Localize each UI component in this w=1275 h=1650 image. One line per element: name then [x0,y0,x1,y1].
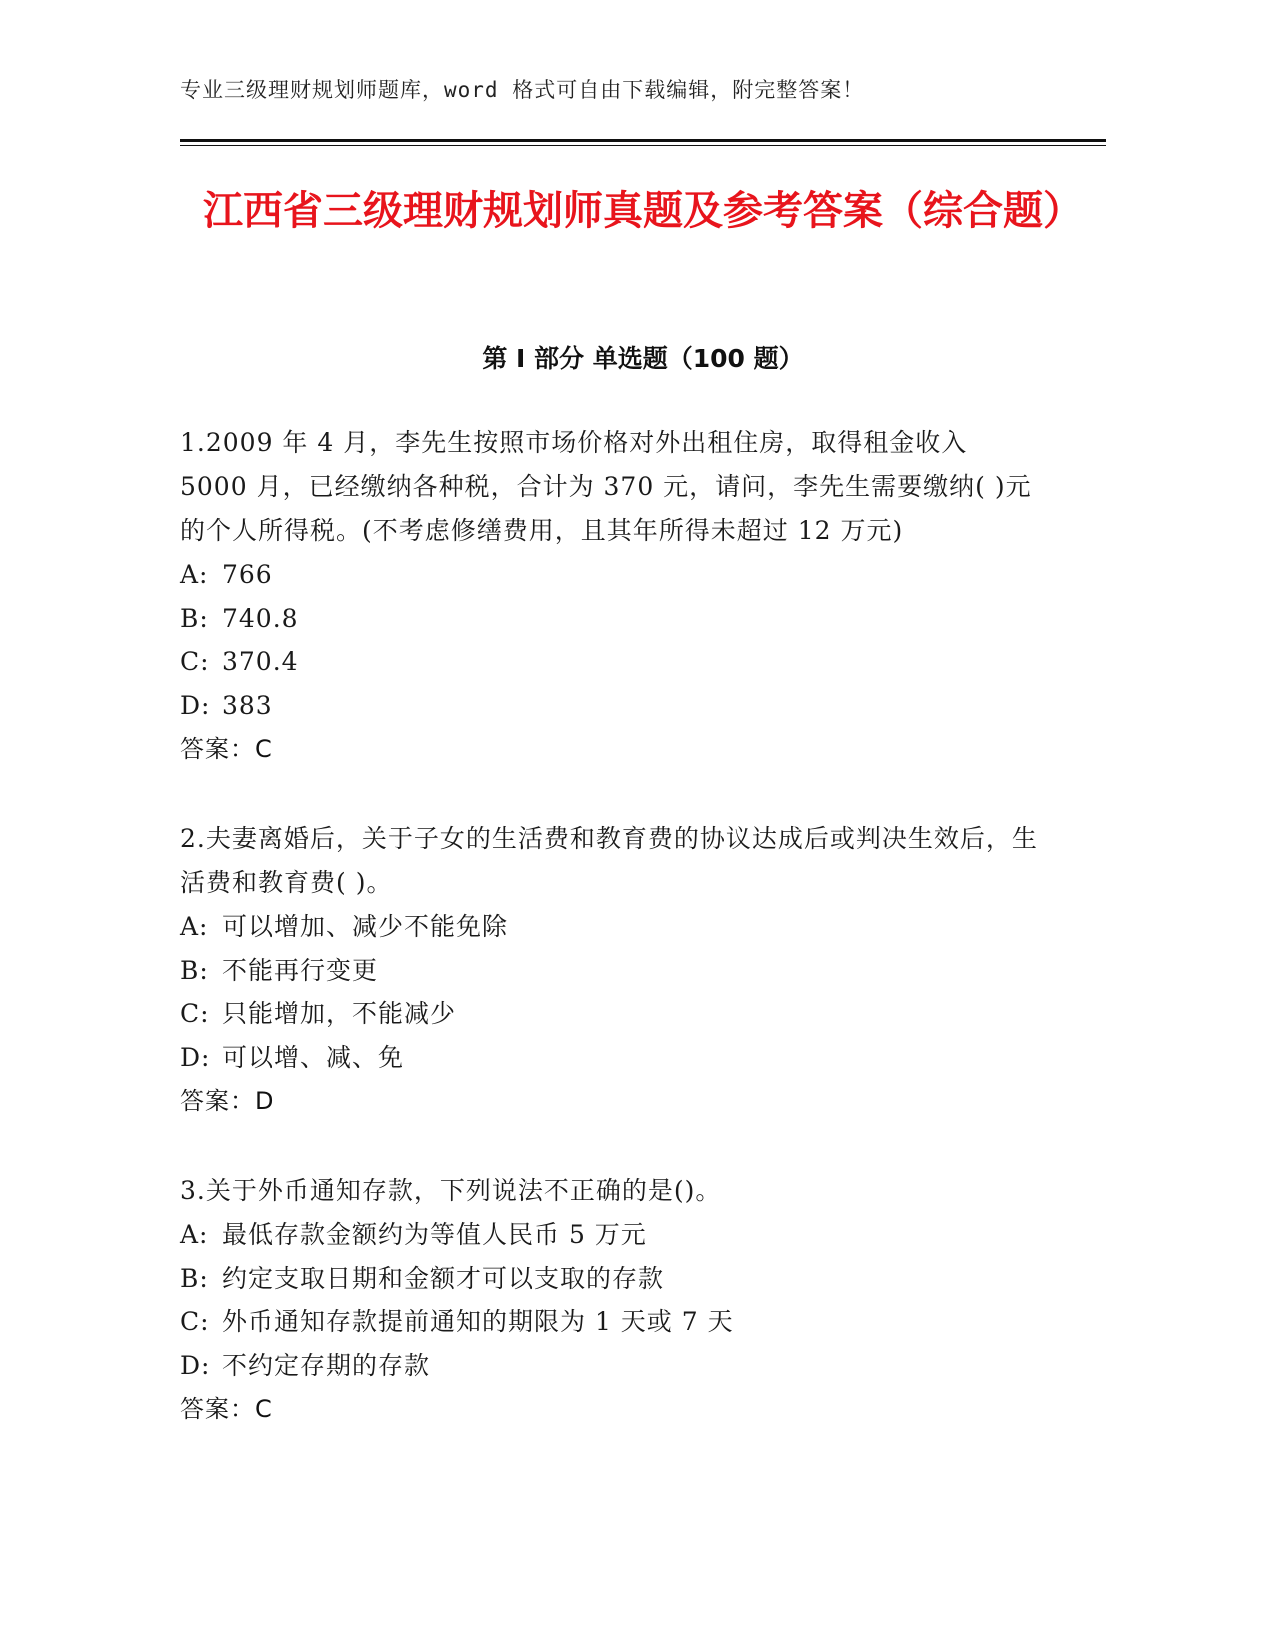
option-letter: D: [180,690,211,720]
option-d [180,1344,1040,1388]
option-a [180,1213,1040,1257]
option-letter: D: [180,1042,211,1072]
option-text: 只能增加，不能减少 [222,999,457,1028]
header-rule-thin [180,145,1106,146]
option-letter: B: [180,603,209,633]
option-text: 外币通知存款提前通知的期限为 1 天或 7 天 [222,1307,734,1336]
option-letter: A: [180,912,209,941]
question-1 [180,421,1040,771]
option-a [180,905,1040,949]
option-d [180,1036,1040,1080]
option-text: 766 [222,560,273,589]
header-note: 专业三级理财规划师题库，word 格式可自由下载编辑，附完整答案！ [180,78,865,102]
option-c [180,640,1040,684]
question-2 [180,817,1040,1123]
option-letter: C: [180,647,210,676]
document-title: 江西省三级理财规划师真题及参考答案（综合题） [203,188,1083,234]
option-text: 最低存款金额约为等值人民币 5 万元 [222,1220,647,1249]
option-letter: D: [180,1350,211,1380]
option-text: 约定支取日期和金额才可以支取的存款 [222,1263,665,1293]
option-b [180,949,1040,993]
question-stem: 3.关于外币通知存款，下列说法不正确的是()。 [180,1176,722,1205]
option-letter: B: [180,1263,209,1293]
option-text: 不能再行变更 [222,955,379,985]
option-a [180,553,1040,597]
option-text: 可以增、减、免 [222,1042,405,1072]
option-c [180,992,1040,1036]
option-letter: C: [180,1307,210,1336]
question-stem: 1.2009 年 4 月，李先生按照市场价格对外出租住房，取得租金收入 5000 月，已经缴纳各种税，合计为 370 元，请问，李先生需要缴纳( )元的个人所得税。(不考虑修缮费用，且其年所得未超过 12 万元) [180,428,1032,545]
question-list [180,421,1040,1477]
option-c [180,1300,1040,1344]
option-letter: A: [180,1220,209,1249]
question-stem: 2.夫妻离婚后，关于子女的生活费和教育费的协议达成后或判决生效后，生活费和教育费( )。 [180,824,1038,897]
option-text: 740.8 [222,603,299,633]
option-text: 370.4 [222,647,299,676]
answer-line: 答案：C [180,1395,273,1423]
option-d [180,684,1040,728]
answer-line: 答案：C [180,735,273,763]
header-rule-thick [180,139,1106,142]
option-text: 不约定存期的存款 [222,1350,431,1380]
option-text: 383 [222,690,273,720]
question-3 [180,1169,1040,1431]
option-text: 可以增加、减少不能免除 [222,912,509,941]
option-letter: A: [180,560,209,589]
option-b [180,597,1040,641]
section-heading: 第 I 部分 单选题（100 题） [482,344,804,373]
option-b [180,1257,1040,1301]
answer-line: 答案：D [180,1087,275,1115]
option-letter: C: [180,999,210,1028]
option-letter: B: [180,955,209,985]
